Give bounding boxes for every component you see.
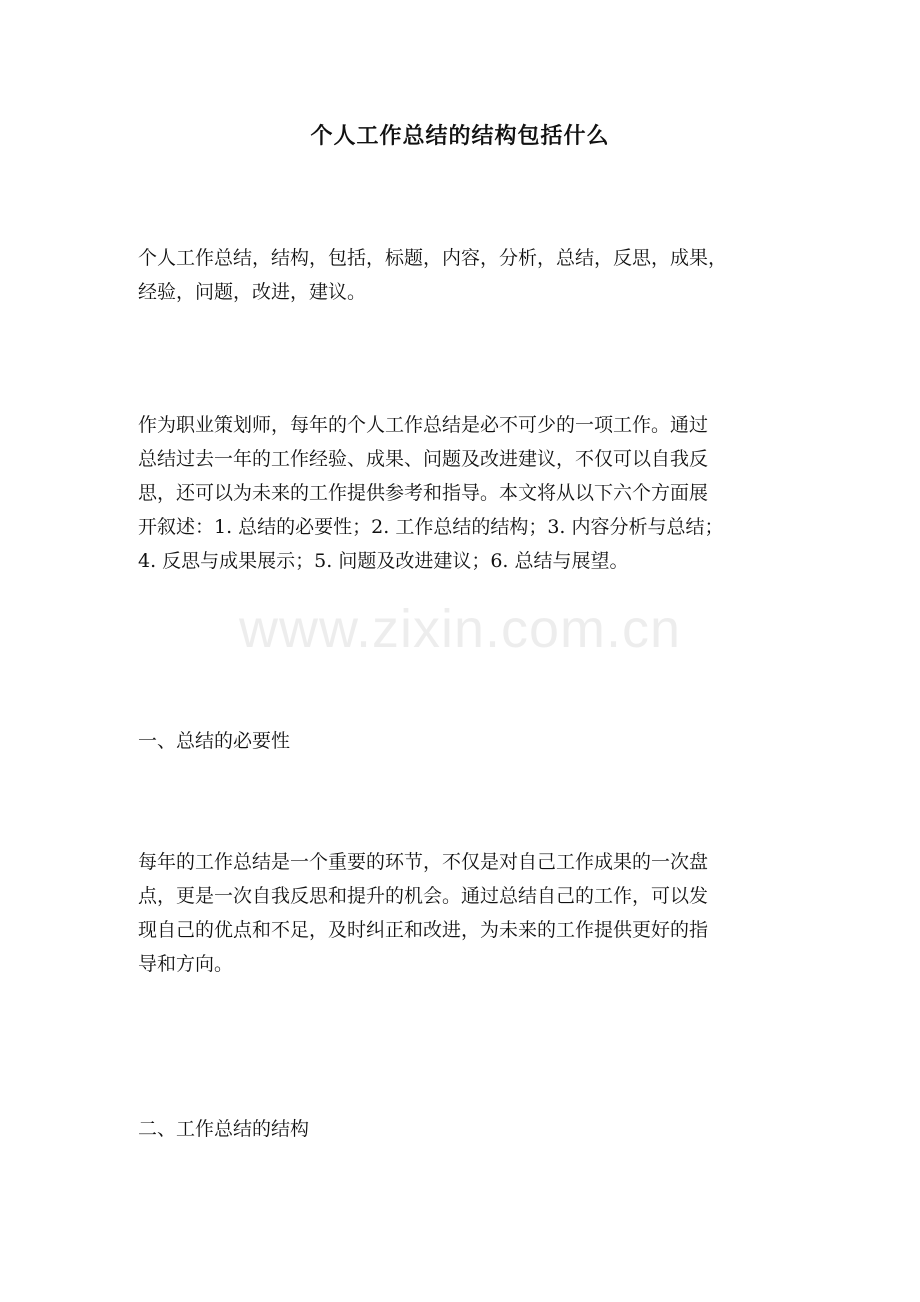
section-heading-necessity: 一、总结的必要性: [138, 730, 291, 752]
section1-line: 导和方向。: [138, 953, 234, 975]
section-heading-structure: 二、工作总结的结构: [138, 1118, 310, 1140]
intro-line: 开叙述：1. 总结的必要性；2. 工作总结的结构；3. 内容分析与总结；: [138, 516, 724, 538]
intro-line: 思，还可以为未来的工作提供参考和指导。本文将从以下六个方面展: [138, 482, 709, 504]
keywords-line: 个人工作总结，结构，包括，标题，内容，分析，总结，反思，成果，: [138, 247, 728, 269]
section1-line: 点，更是一次自我反思和提升的机会。通过总结自己的工作，可以发: [138, 885, 709, 907]
intro-line: 4. 反思与成果展示；5. 问题及改进建议；6. 总结与展望。: [138, 550, 629, 572]
section1-paragraph: [138, 845, 782, 981]
intro-paragraph: [138, 408, 782, 578]
keywords-paragraph: [138, 241, 782, 309]
document-title: 个人工作总结的结构包括什么: [310, 123, 610, 149]
section1-line: 每年的工作总结是一个重要的环节，不仅是对自己工作成果的一次盘: [138, 851, 709, 873]
keywords-line: 经验，问题，改进，建议。: [138, 281, 367, 303]
intro-line: 总结过去一年的工作经验、成果、问题及改进建议，不仅可以自我反: [138, 448, 709, 470]
watermark: www.zixin.com.cn: [238, 599, 682, 659]
intro-line: 作为职业策划师，每年的个人工作总结是必不可少的一项工作。通过: [138, 414, 709, 436]
section1-line: 现自己的优点和不足，及时纠正和改进，为未来的工作提供更好的指: [138, 919, 709, 941]
